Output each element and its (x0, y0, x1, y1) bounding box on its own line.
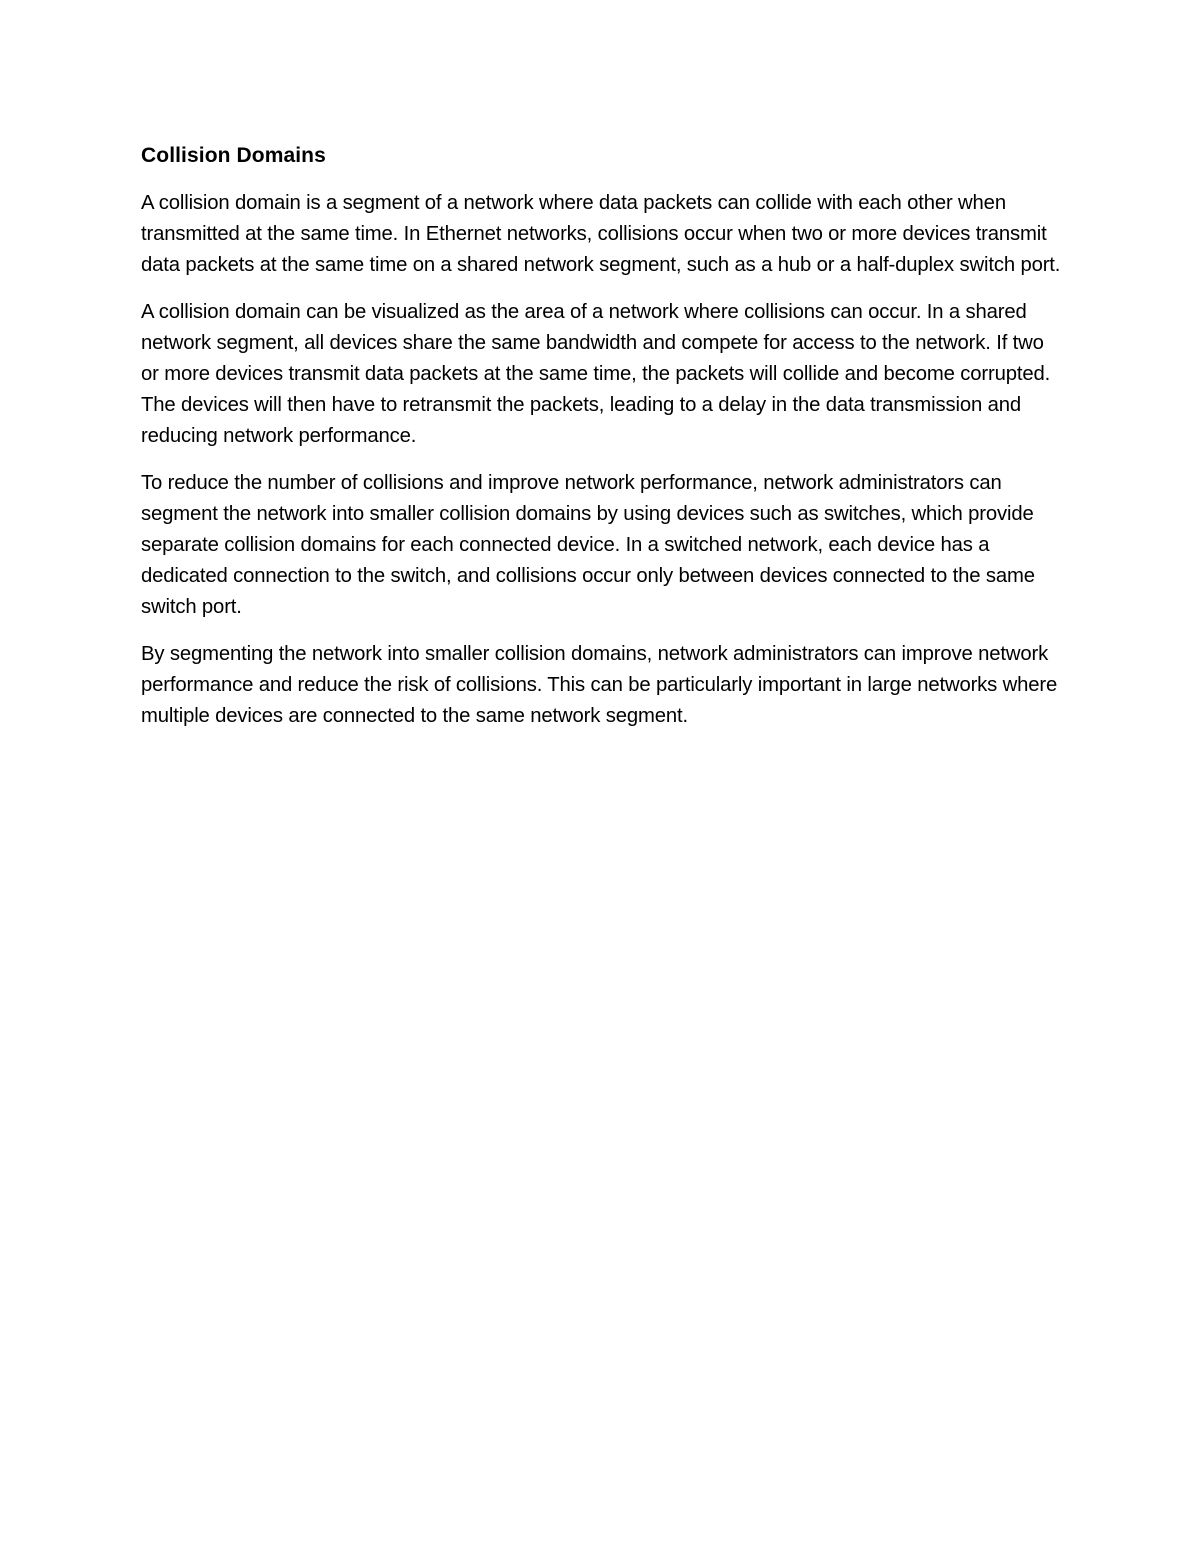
paragraph-1: A collision domain is a segment of a network where data packets can collide with each other when transmitted at the same time. In Ethernet networks, collisions occur when two or more devices transmit data packets at the same time on a shared network segment, such as a hub or a half-duplex switch port. (141, 192, 1061, 276)
paragraph-2: A collision domain can be visualized as the area of a network where collisions can occur. In a shared network segment, all devices share the same bandwidth and compete for access to the network. If two or more devices transmit data packets at the same time, the packets will collide and become corrupted. The devices will then have to retransmit the packets, leading to a delay in the data transmission and reducing network performance. (141, 301, 1051, 447)
paragraph-3: To reduce the number of collisions and improve network performance, network administrators can segment the network into smaller collision domains by using devices such as switches, which provide separate collision domains for each connected device. In a switched network, each device has a dedicated connection to the switch, and collisions occur only between devices connected to the same switch port. (141, 472, 1035, 618)
paragraph-4: By segmenting the network into smaller collision domains, network administrators can improve network performance and reduce the risk of collisions. This can be particularly important in large networks where multiple devices are connected to the same network segment. (141, 643, 1058, 727)
document-title: Collision Domains (141, 144, 326, 167)
document-body (141, 141, 1061, 748)
